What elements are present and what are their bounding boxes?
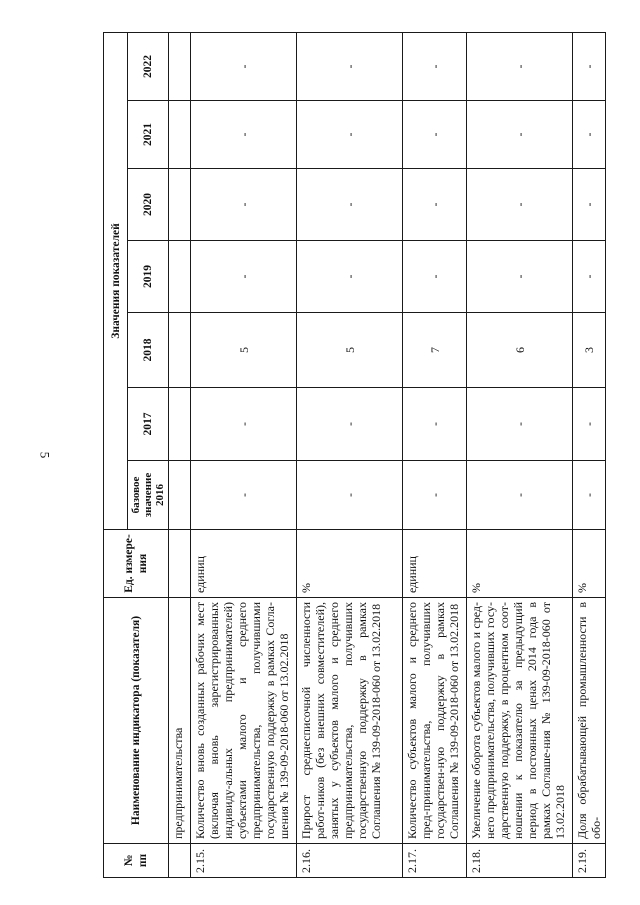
row-value: -: [403, 101, 467, 169]
table-row: [191, 32, 297, 877]
row-name: Количество субъектов малого и среднего пред-принимательства, получивших государствен-ную поддержку в рамках Соглашения № 139-09-2018-060 от 13.02.2018: [403, 598, 467, 844]
header-number: № пп: [104, 844, 169, 878]
table-row: [467, 32, 573, 877]
row-value: -: [573, 241, 606, 313]
row-value: -: [573, 169, 606, 241]
row-value: -: [403, 32, 467, 100]
row-value: -: [191, 241, 297, 313]
row-value: -: [191, 101, 297, 169]
row-unit: %: [573, 530, 606, 598]
row-value: -: [467, 388, 573, 461]
header-year-2017: 2017: [128, 388, 169, 461]
continuation-row: [169, 32, 191, 877]
header-year-2021: 2021: [128, 101, 169, 169]
row-value: -: [467, 169, 573, 241]
row-number: 2.16.: [297, 844, 403, 878]
header-values-group: Значения показателей: [104, 32, 128, 529]
row-unit: %: [297, 530, 403, 598]
row-value: -: [297, 32, 403, 100]
table-row: [403, 32, 467, 877]
header-year-2019: 2019: [128, 241, 169, 313]
row-name: Увеличение оборота субъектов малого и сред-него предпринимательства, получивших госу-дарственную поддержку, в процентном соот-ношении к показателю за предыдущий период в постоянных ценах 2014 года в рамках Соглаше-ния № 139-09-2018-060 от 13.02.2018: [467, 598, 573, 844]
row-value: -: [297, 101, 403, 169]
row-value: 6: [467, 313, 573, 388]
row-number: 2.17.: [403, 844, 467, 878]
header-name: Наименование индикатора (показателя): [104, 598, 169, 844]
header-year-2020: 2020: [128, 169, 169, 241]
row-value: -: [467, 32, 573, 100]
row-value: -: [403, 241, 467, 313]
row-value: -: [191, 169, 297, 241]
row-value: -: [467, 241, 573, 313]
row-value: -: [403, 388, 467, 461]
row-value: -: [573, 101, 606, 169]
row-value: -: [467, 101, 573, 169]
header-unit: Ед. измере- ния: [104, 530, 169, 598]
row-number: 2.19.: [573, 844, 606, 878]
row-value: 7: [403, 313, 467, 388]
row-value: -: [191, 461, 297, 530]
row-number: 2.15.: [191, 844, 297, 878]
table-row: [573, 32, 606, 877]
row-value: -: [403, 169, 467, 241]
page-number: 5: [37, 451, 53, 459]
header-year-base: базовое значение 2016: [128, 461, 169, 530]
row-value: -: [403, 461, 467, 530]
row-unit: единиц: [191, 530, 297, 598]
table-row: [297, 32, 403, 877]
row-name: Количество вновь созданных рабочих мест (включая вновь зарегистрированных индивиду-альных предпринимателей) субъектами малого и среднего предпринимательства, получившими государственную поддержку в рамках Согла-шения № 139-09-2018-060 от 13.02.2018: [191, 598, 297, 844]
row-unit: единиц: [403, 530, 467, 598]
row-value: 5: [297, 313, 403, 388]
row-name: Прирост среднесписочной численности работ-ников (без внешних совместителей), занятых у субъектов малого и среднего предпринимательства, получивших государственную поддержку в рамках Соглашения № 139-09-2018-060 от 13.02.2018: [297, 598, 403, 844]
header-year-2022: 2022: [128, 32, 169, 100]
header-year-2018: 2018: [128, 313, 169, 388]
row-value: 5: [191, 313, 297, 388]
row-value: -: [297, 461, 403, 530]
row-number: 2.18.: [467, 844, 573, 878]
row-name: Доля обрабатывающей промышленности в обо-: [573, 598, 606, 844]
indicator-table-rotated: [103, 33, 619, 878]
row-value: 3: [573, 313, 606, 388]
row-value: -: [191, 32, 297, 100]
row-value: -: [297, 241, 403, 313]
indicator-table: [103, 32, 606, 878]
row-value: -: [573, 461, 606, 530]
row-value: -: [573, 388, 606, 461]
row-value: -: [467, 461, 573, 530]
row-unit: %: [467, 530, 573, 598]
row-value: -: [573, 32, 606, 100]
row-value: -: [297, 169, 403, 241]
continuation-text: предпринимательства: [169, 598, 191, 844]
row-value: -: [297, 388, 403, 461]
row-value: -: [191, 388, 297, 461]
